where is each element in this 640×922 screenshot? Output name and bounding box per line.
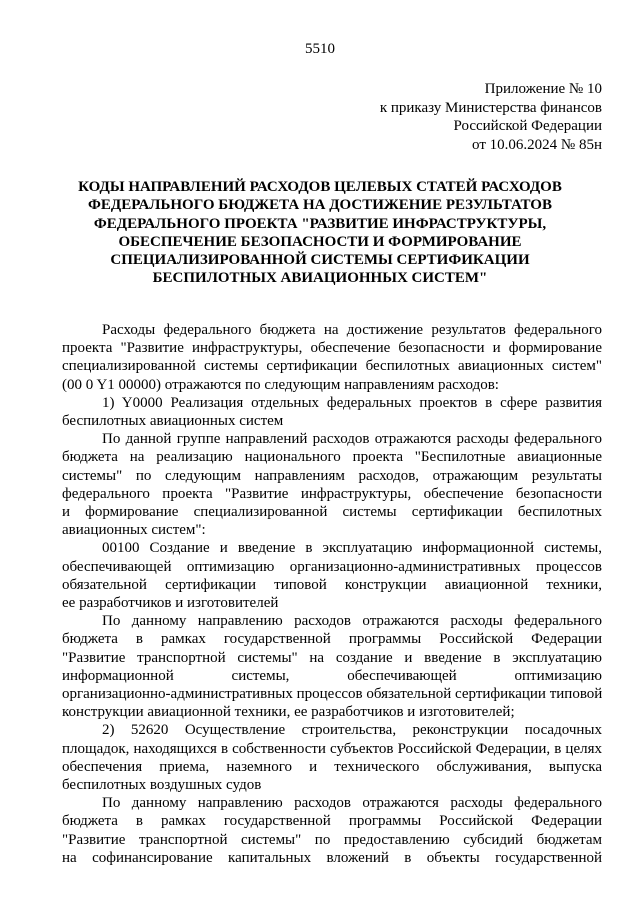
paragraph-line: бюджета в рамках государственной программы Российской Федерации bbox=[62, 813, 602, 830]
appendix-order-ref: к приказу Министерства финансов bbox=[379, 99, 602, 116]
paragraph-line: Расходы федерального бюджета на достижение результатов федерального bbox=[102, 322, 602, 338]
paragraph-line: федерального проекта "Развитие инфраструктуры, обеспечение безопасности bbox=[62, 485, 602, 502]
paragraph-line: конструкции авиационной техники, ее разработчиков и изготовителей; bbox=[62, 704, 515, 721]
paragraph-line: информационной системы, обеспечивающей оптимизацию bbox=[62, 667, 602, 684]
body-paragraph bbox=[62, 394, 602, 430]
title-line: БЕСПИЛОТНЫХ АВИАЦИОННЫХ СИСТЕМ" bbox=[152, 270, 488, 287]
body-paragraph bbox=[62, 794, 602, 867]
paragraph-line: По данной группе направлений расходов отражаются расходы федерального bbox=[102, 431, 602, 448]
paragraph-line: 1) Y0000 Реализация отдельных федеральных проектов в сфере развития bbox=[102, 394, 602, 411]
paragraph-line: проекта "Развитие инфраструктуры, обеспечение безопасности и формирование bbox=[62, 340, 602, 357]
paragraph-line: организационно-административных процессов обязательной сертификации типовой bbox=[62, 686, 602, 703]
body-paragraph bbox=[62, 612, 602, 721]
paragraph-line: беспилотных авиационных систем bbox=[62, 413, 284, 430]
paragraph-line: "Развитие транспортной системы" по предоставлению субсидий бюджетам bbox=[62, 831, 602, 848]
paragraph-line: обязательной сертификации типовой конструкции авиационной техники, bbox=[62, 576, 602, 593]
paragraph-line: 2) 52620 Осуществление строительства, реконструкции посадочных bbox=[102, 722, 602, 739]
paragraph-line: По данному направлению расходов отражаются расходы федерального bbox=[102, 613, 602, 630]
appendix-date-number: от 10.06.2024 № 85н bbox=[472, 136, 602, 153]
paragraph-line: площадок, находящихся в собственности субъектов Российской Федерации, в целях bbox=[62, 740, 602, 757]
paragraph-line: беспилотных воздушных судов bbox=[62, 777, 262, 794]
body-paragraph bbox=[62, 430, 602, 539]
title-line: ФЕДЕРАЛЬНОГО ПРОЕКТА "РАЗВИТИЕ ИНФРАСТРУКТУРЫ, bbox=[93, 215, 547, 232]
paragraph-line: бюджета на реализацию национального проекта "Беспилотные авиационные bbox=[62, 449, 602, 466]
paragraph-line: 00100 Создание и введение в эксплуатацию информационной системы, bbox=[102, 540, 602, 557]
paragraph-line: обеспечения приема, наземного и технического обслуживания, выпуска bbox=[62, 758, 602, 775]
paragraph-line: "Развитие транспортной системы" на создание и введение в эксплуатацию bbox=[62, 649, 602, 666]
paragraph-line: на софинансирование капитальных вложений в объекты государственной bbox=[62, 849, 602, 866]
document-body bbox=[62, 321, 602, 867]
paragraph-line: авиационных систем": bbox=[62, 522, 206, 539]
paragraph-line: (00 0 Y1 00000) отражаются по следующим направлениям расходов: bbox=[62, 376, 499, 393]
paragraph-line: и формирование специализированной системы сертификации беспилотных bbox=[62, 504, 602, 521]
paragraph-line: ее разработчиков и изготовителей bbox=[62, 595, 279, 612]
paragraph-line: По данному направлению расходов отражаются расходы федерального bbox=[102, 795, 602, 812]
body-paragraph bbox=[62, 721, 602, 794]
title-line: ФЕДЕРАЛЬНОГО БЮДЖЕТА НА ДОСТИЖЕНИЕ РЕЗУЛЬТАТОВ bbox=[88, 197, 552, 214]
paragraph-line: системы" по следующим направлениям расходов, отражающим результаты bbox=[62, 467, 602, 484]
appendix-title: Приложение № 10 bbox=[484, 81, 602, 97]
body-paragraph bbox=[62, 539, 602, 612]
document-title bbox=[70, 178, 570, 288]
title-line: СПЕЦИАЛИЗИРОВАННОЙ СИСТЕМЫ СЕРТИФИКАЦИИ bbox=[110, 252, 530, 269]
body-paragraph bbox=[62, 321, 602, 394]
title-line: ОБЕСПЕЧЕНИЕ БЕЗОПАСНОСТИ И ФОРМИРОВАНИЕ bbox=[118, 233, 522, 250]
appendix-block bbox=[380, 80, 602, 154]
paragraph-line: обеспечивающей оптимизацию организационно-административных процессов bbox=[62, 558, 602, 575]
paragraph-line: бюджета в рамках государственной программы Российской Федерации bbox=[62, 631, 602, 648]
paragraph-line: специализированной системы сертификации беспилотных авиационных систем" bbox=[62, 358, 602, 375]
page-number: 5510 bbox=[305, 41, 335, 57]
title-line: КОДЫ НАПРАВЛЕНИЙ РАСХОДОВ ЦЕЛЕВЫХ СТАТЕЙ РАСХОДОВ bbox=[78, 179, 562, 195]
appendix-authority: Российской Федерации bbox=[453, 118, 602, 134]
